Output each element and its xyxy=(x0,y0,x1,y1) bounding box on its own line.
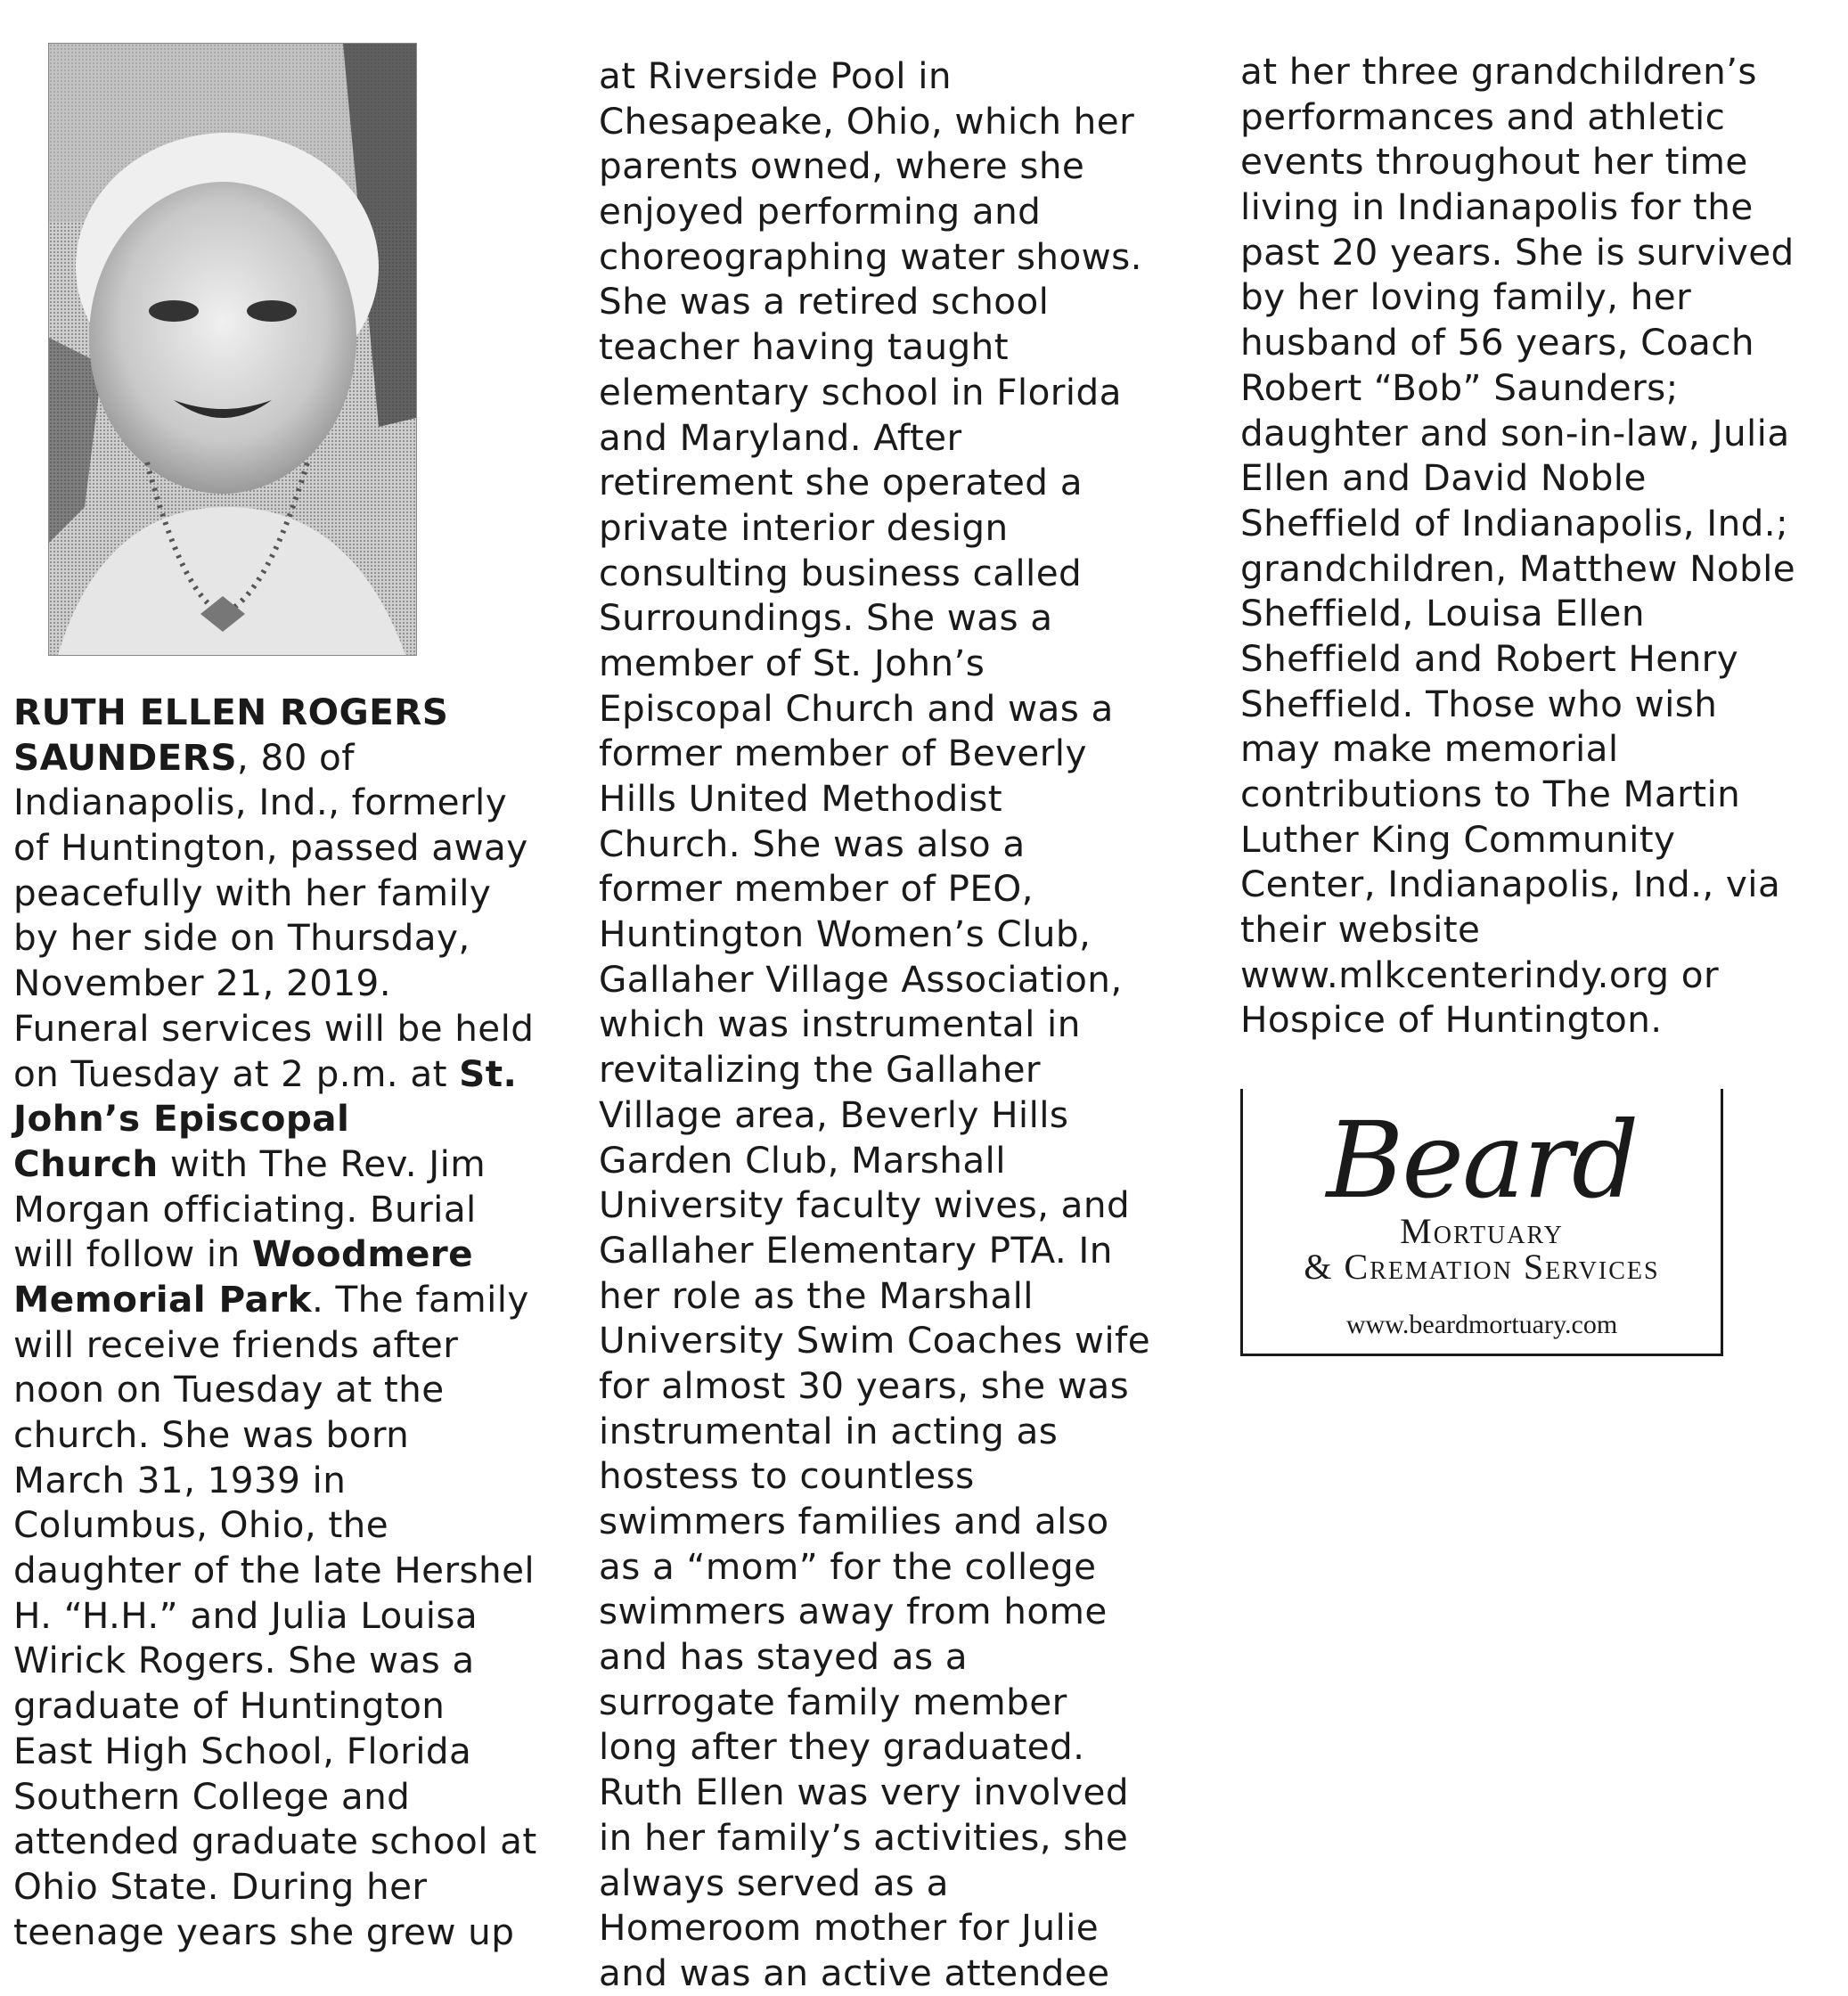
text-line xyxy=(1240,726,1795,772)
text-segment: attended graduate school at xyxy=(13,1820,537,1863)
text-segment: retirement she operated a xyxy=(599,461,1083,504)
text-line xyxy=(13,825,537,871)
text-segment: past 20 years. She is survived xyxy=(1240,230,1795,274)
bold-text: Church xyxy=(13,1141,159,1185)
text-line xyxy=(1240,320,1795,365)
text-segment: on Tuesday at 2 p.m. at xyxy=(13,1051,460,1095)
text-line xyxy=(599,1409,1150,1454)
text-segment: Wirick Rogers. She was a xyxy=(13,1639,475,1682)
bold-text: St. xyxy=(459,1051,518,1095)
text-segment: Hills United Methodist xyxy=(599,777,1003,820)
text-segment: Hospice of Huntington. xyxy=(1240,998,1663,1042)
text-segment: Robert “Bob” Saunders; xyxy=(1240,365,1679,409)
text-line xyxy=(13,1367,537,1412)
text-line xyxy=(13,1593,537,1639)
text-line xyxy=(1240,953,1795,998)
text-line xyxy=(13,1548,537,1593)
text-line xyxy=(1240,139,1795,184)
text-segment: enjoyed performing and xyxy=(599,190,1042,233)
obituary-photo xyxy=(48,43,417,656)
text-segment: which was instrumental in xyxy=(599,1002,1081,1046)
text-line xyxy=(13,961,537,1006)
text-segment: Columbus, Ohio, the xyxy=(13,1503,389,1547)
text-line xyxy=(599,1363,1150,1409)
text-segment: Ruth Ellen was very involved xyxy=(599,1771,1129,1814)
text-segment: contributions to The Martin xyxy=(1240,773,1741,815)
text-line xyxy=(13,1910,537,1955)
text-line xyxy=(1240,365,1795,411)
text-line xyxy=(599,1182,1150,1228)
text-line xyxy=(13,780,537,825)
text-segment: events throughout her time xyxy=(1240,140,1748,184)
text-line xyxy=(13,1231,537,1277)
text-segment: swimmers away from home xyxy=(599,1590,1108,1633)
text-segment: daughter and son-in-law, Julia xyxy=(1240,411,1790,454)
text-line xyxy=(1240,274,1795,320)
text-line xyxy=(599,1453,1150,1499)
text-segment: noon on Tuesday at the xyxy=(13,1368,445,1411)
ad-line-cremation: & Cremation Services xyxy=(1304,1247,1660,1287)
text-segment: her role as the Marshall xyxy=(599,1273,1034,1317)
text-line xyxy=(599,460,1150,505)
text-line xyxy=(599,686,1150,732)
text-line xyxy=(13,1277,537,1322)
text-segment: , 80 of xyxy=(236,735,355,779)
text-segment: Funeral services will be held xyxy=(13,1006,535,1050)
text-segment: Surroundings. She was a xyxy=(599,596,1053,640)
text-line xyxy=(599,776,1150,822)
text-line xyxy=(599,595,1150,641)
text-segment: parents owned, where she xyxy=(599,144,1085,188)
text-line xyxy=(13,1096,537,1141)
text-line xyxy=(599,1905,1150,1951)
text-segment: Gallaher Village Association, xyxy=(599,957,1123,1001)
text-segment: of Huntington, passed away xyxy=(13,826,528,870)
text-segment: may make memorial xyxy=(1240,727,1619,771)
obituary-column-1 xyxy=(13,690,537,1954)
text-segment: Sheffield and Robert Henry xyxy=(1240,636,1739,680)
text-segment: graduate of Huntington xyxy=(13,1684,446,1728)
text-line xyxy=(599,1499,1150,1544)
text-segment: Luther King Community xyxy=(1240,817,1676,861)
ad-website: www.beardmortuary.com xyxy=(1345,1310,1618,1339)
text-line xyxy=(599,324,1150,370)
text-line xyxy=(13,1774,537,1820)
text-line xyxy=(1240,862,1795,907)
text-line xyxy=(13,1412,537,1458)
text-line xyxy=(599,1815,1150,1861)
text-segment: by her side on Thursday, xyxy=(13,916,470,960)
text-segment: revitalizing the Gallaher xyxy=(599,1048,1041,1092)
obituary-column-3 xyxy=(1240,49,1795,1043)
text-line xyxy=(599,1951,1150,1996)
text-line xyxy=(599,1544,1150,1590)
mortuary-advertisement xyxy=(1240,1089,1723,1356)
text-segment: always served as a xyxy=(599,1861,949,1904)
text-segment: swimmers families and also xyxy=(599,1500,1109,1542)
text-segment: East High School, Florida xyxy=(13,1729,472,1772)
bold-text: Memorial Park xyxy=(13,1277,312,1321)
text-segment: living in Indianapolis for the xyxy=(1240,185,1754,229)
text-line xyxy=(599,641,1150,686)
text-line xyxy=(599,505,1150,551)
text-segment: Ohio State. During her xyxy=(13,1864,428,1908)
text-line xyxy=(599,731,1150,776)
text-segment: hostess to countless xyxy=(599,1454,975,1498)
text-segment: instrumental in acting as xyxy=(599,1409,1059,1452)
text-segment: long after they graduated. xyxy=(599,1725,1085,1769)
text-line xyxy=(599,1228,1150,1273)
text-segment: grandchildren, Matthew Noble xyxy=(1240,546,1796,590)
text-segment: Sheffield, Louisa Ellen xyxy=(1240,592,1645,635)
text-segment: performances and athletic xyxy=(1240,94,1726,138)
text-line xyxy=(1240,411,1795,456)
text-line xyxy=(599,415,1150,461)
text-segment: Episcopal Church and was a xyxy=(599,686,1114,730)
text-line xyxy=(599,53,1150,99)
text-line xyxy=(1240,49,1795,94)
text-line xyxy=(1240,997,1795,1043)
text-line xyxy=(1240,907,1795,953)
text-segment: former member of Beverly xyxy=(599,732,1087,775)
text-segment: will follow in xyxy=(13,1232,252,1276)
bold-text: Woodmere xyxy=(251,1232,474,1276)
text-line xyxy=(13,1638,537,1683)
text-segment: their website xyxy=(1240,908,1481,952)
text-segment: as a “mom” for the college xyxy=(599,1544,1097,1588)
text-segment: surrogate family member xyxy=(599,1680,1067,1723)
text-segment: peacefully with her family xyxy=(13,871,492,914)
text-segment: Homeroom mother for Julie xyxy=(599,1906,1100,1950)
text-line xyxy=(13,871,537,916)
text-line xyxy=(1240,184,1795,230)
text-segment: H. “H.H.” and Julia Louisa xyxy=(13,1593,478,1637)
text-line xyxy=(1240,501,1795,546)
text-line xyxy=(599,143,1150,189)
text-segment: She was a retired school xyxy=(599,280,1050,323)
portrait-image xyxy=(49,44,416,655)
text-line xyxy=(13,1322,537,1368)
text-segment: www.mlkcenterindy.org or xyxy=(1240,953,1720,996)
text-segment: and has stayed as a xyxy=(599,1635,969,1679)
bold-text: RUTH ELLEN ROGERS xyxy=(13,691,449,733)
obituary-column-2 xyxy=(599,53,1150,1996)
text-line xyxy=(13,1458,537,1503)
text-line xyxy=(599,1680,1150,1725)
bold-text: John’s Episcopal xyxy=(13,1097,350,1141)
bold-text: SAUNDERS xyxy=(13,735,237,779)
text-line xyxy=(599,957,1150,1002)
text-segment: husband of 56 years, Coach xyxy=(1240,321,1754,364)
text-line xyxy=(13,735,537,781)
text-line xyxy=(13,1729,537,1774)
text-line xyxy=(599,370,1150,415)
text-line xyxy=(1240,772,1795,817)
text-line xyxy=(13,1187,537,1232)
beard-logo: Beard xyxy=(1326,1099,1638,1222)
text-segment: former member of PEO, xyxy=(599,867,1034,911)
text-segment: for almost 30 years, she was xyxy=(599,1363,1130,1407)
text-segment: consulting business called xyxy=(599,551,1083,594)
text-segment: Garden Club, Marshall xyxy=(599,1138,1006,1182)
text-line xyxy=(13,1683,537,1729)
text-line xyxy=(599,1634,1150,1680)
text-segment: at her three grandchildren’s xyxy=(1240,50,1757,93)
text-line xyxy=(13,690,537,735)
text-line xyxy=(13,1864,537,1910)
text-line xyxy=(13,1051,537,1097)
text-segment: with The Rev. Jim xyxy=(158,1141,487,1185)
text-line xyxy=(599,1861,1150,1906)
text-line xyxy=(13,915,537,961)
text-segment: in her family’s activities, she xyxy=(599,1815,1129,1859)
text-line xyxy=(599,1047,1150,1092)
text-segment: elementary school in Florida xyxy=(599,370,1122,413)
text-segment: Church. She was also a xyxy=(599,822,1026,865)
text-segment: and Maryland. After xyxy=(599,415,962,459)
text-segment: Gallaher Elementary PTA. In xyxy=(599,1228,1113,1272)
text-segment: Sheffield. Those who wish xyxy=(1240,682,1718,725)
text-line xyxy=(599,1092,1150,1138)
text-line xyxy=(1240,817,1795,863)
text-line xyxy=(1240,591,1795,636)
text-segment: private interior design xyxy=(599,505,1009,549)
text-line xyxy=(599,912,1150,957)
text-line xyxy=(599,1724,1150,1770)
text-line xyxy=(13,1819,537,1864)
text-line xyxy=(13,1141,537,1187)
text-segment: Huntington Women’s Club, xyxy=(599,912,1092,956)
text-segment: November 21, 2019. xyxy=(13,961,391,1005)
text-segment: church. She was born xyxy=(13,1413,410,1456)
text-segment: Sheffield of Indianapolis, Ind.; xyxy=(1240,501,1789,544)
text-segment: Ellen and David Noble xyxy=(1240,456,1647,500)
text-segment: will receive friends after xyxy=(13,1322,459,1366)
ad-line-mortuary: Mortuary xyxy=(1400,1211,1564,1251)
text-segment: daughter of the late Hershel xyxy=(13,1549,536,1592)
text-segment: Indianapolis, Ind., formerly xyxy=(13,781,508,824)
text-line xyxy=(599,1138,1150,1183)
text-line xyxy=(1240,636,1795,682)
text-line xyxy=(1240,230,1795,275)
text-segment: Southern College and xyxy=(13,1774,411,1818)
text-line xyxy=(1240,94,1795,140)
text-line xyxy=(599,279,1150,324)
text-segment: at Riverside Pool in xyxy=(599,54,952,97)
text-line xyxy=(599,189,1150,234)
text-segment: University Swim Coaches wife xyxy=(599,1319,1151,1362)
text-segment: teenage years she grew up xyxy=(13,1910,515,1953)
text-segment: Chesapeake, Ohio, which her xyxy=(599,99,1135,143)
text-segment: Village area, Beverly Hills xyxy=(599,1092,1069,1136)
text-segment: . The family xyxy=(312,1277,529,1321)
text-line xyxy=(599,822,1150,867)
text-line xyxy=(13,1502,537,1548)
text-line xyxy=(599,1318,1150,1363)
text-line xyxy=(599,99,1150,144)
text-line xyxy=(599,234,1150,280)
text-segment: Morgan officiating. Burial xyxy=(13,1187,477,1231)
text-line xyxy=(599,551,1150,596)
text-line xyxy=(599,1589,1150,1634)
text-segment: and was an active attendee xyxy=(599,1951,1110,1994)
text-line xyxy=(599,1002,1150,1047)
text-segment: Center, Indianapolis, Ind., via xyxy=(1240,863,1781,906)
text-segment: University faculty wives, and xyxy=(599,1183,1131,1227)
text-line xyxy=(13,1006,537,1051)
text-line xyxy=(599,1273,1150,1319)
text-line xyxy=(599,866,1150,912)
text-segment: March 31, 1939 in xyxy=(13,1458,347,1501)
text-segment: member of St. John’s xyxy=(599,641,985,684)
text-line xyxy=(1240,682,1795,727)
text-line xyxy=(1240,546,1795,592)
text-line xyxy=(599,1770,1150,1815)
text-line xyxy=(1240,455,1795,501)
text-segment: by her loving family, her xyxy=(1240,275,1692,319)
text-segment: teacher having taught xyxy=(599,325,1009,369)
text-segment: choreographing water shows. xyxy=(599,234,1142,278)
